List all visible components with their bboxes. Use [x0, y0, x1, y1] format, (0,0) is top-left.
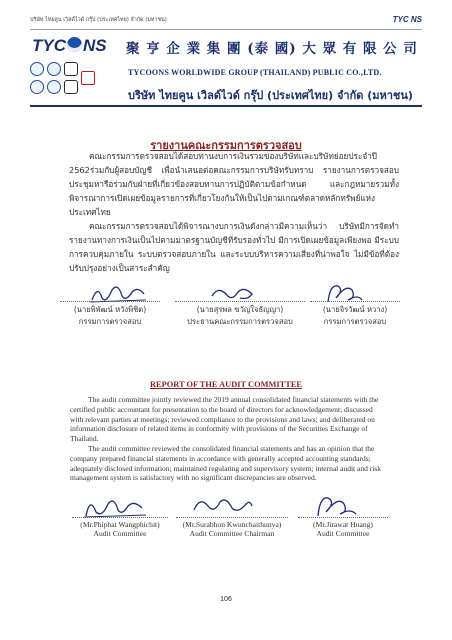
certification-seal-icon — [47, 80, 61, 94]
logo-text-right: NS — [83, 36, 107, 55]
english-paragraph-1: The audit committee jointly reviewed the 2019 annual consolidated financial statements with the certified public accountant for presentation to the board of directors for acknowledgement; discussed with relevant parties at meetings; reviewed compliance to the provisions and laws; and deliberated on information disclosure of related items in conformity with provisions of the Securities Exchange of Thailand. — [70, 395, 379, 444]
company-name-english: TYCOONS WORLDWIDE GROUP (THAILAND) PUBLIC CO.,LTD. — [128, 68, 382, 77]
english-signature-block — [72, 516, 168, 538]
certification-seal-icon — [30, 80, 44, 94]
globe-icon — [67, 37, 82, 52]
page-number: 106 — [220, 596, 232, 603]
signatory-role: Audit Committee — [93, 529, 147, 538]
company-header-rule — [30, 105, 422, 107]
signatory-name: (Mr.Surabhon Kwunchaithunya) — [182, 520, 282, 529]
signature-line — [310, 300, 400, 302]
signatory-role: ประธานคณะกรรมการตรวจสอบ — [187, 317, 293, 326]
signature-line — [60, 300, 160, 302]
thai-signature-block — [60, 300, 160, 328]
signature-line — [176, 516, 288, 518]
accreditation-badge-icon — [64, 80, 78, 94]
header-rule — [30, 29, 422, 30]
certification-seal-icon — [47, 62, 61, 76]
certification-seal-icon — [30, 62, 44, 76]
english-signature-block — [298, 516, 388, 538]
signatory-role: กรรมการตรวจสอบ — [323, 317, 387, 326]
thai-paragraph-1: คณะกรรมการตรวจสอบได้สอบทานงบการเงินรวมของบริษัทและบริษัทย่อยประจำปี 2562ร่วมกับผู้สอบบัญชี เพื่อนำเสนอต่อคณะกรรมการบริษัทรับทราบ รายงานการตรวจสอบ ประชุมหารือร่วมกับฝ่ายที่เกี่ยวข้องสอบทานการปฏิบัติตามข้อกำหนด และกฎหมายรวมทั้งพิจารณาการเปิดเผยข้อมูลรายการที่เกี่ยวโยงกันให้เป็นไปตามเกณฑ์ตลาดหลักทรัพย์แห่งประเทศไทย — [69, 151, 399, 217]
logo-text-left: TYC — [32, 36, 66, 55]
english-report-title: REPORT OF THE AUDIT COMMITTEE — [149, 380, 303, 389]
signatory-role: Audit Committee — [316, 529, 370, 538]
brand-mark: TYC NS — [392, 15, 422, 24]
signatory-name: (นายพิพัฒน์ หวังพิชิต) — [73, 305, 147, 314]
company-name-thai: บริษัท ไทยคูน เวิลด์ไวด์ กรุ๊ป (ประเทศไทย) จำกัด (มหาชน) — [128, 89, 413, 102]
thai-report-title: รายงานคณะกรรมการตรวจสอบ — [150, 139, 302, 152]
signatory-name: (Mr.Jirawat Huang) — [313, 520, 373, 529]
signatory-name: (Mr.Phiphat Wangphichit) — [80, 520, 160, 529]
company-name-chinese: 聚 亨 企 業 集 團 (泰 國) 大 眾 有 限 公 司 — [126, 41, 418, 57]
accreditation-badge-icon — [64, 62, 78, 76]
signature-surabhon — [190, 494, 256, 518]
signatory-role: กรรมการตรวจสอบ — [78, 317, 142, 326]
thai-signature-block — [175, 300, 305, 328]
signature-line — [298, 516, 388, 518]
thai-signature-block — [310, 300, 400, 328]
signature-line — [175, 300, 305, 302]
iqnet-badge-icon — [81, 71, 95, 85]
signature-line — [72, 516, 168, 518]
english-signature-block — [176, 516, 288, 538]
signatory-name: (นายจิรวัฒน์ หวาง) — [322, 305, 388, 314]
thai-paragraph-2: คณะกรรมการตรวจสอบได้พิจารณางบการเงินดังกล่าวมีความเห็นว่า บริษัทมีการจัดทำรายงานทางการเงินเป็นไปตามมาตรฐานบัญชีที่รับรองทั่วไป มีการเปิดเผยข้อมูลเพียงพอ มีระบบการควบคุมภายใน ระบบตรวจสอบภายใน และระบบบริหารความเสี่ยงที่น่าพอใจ ไม่มีข้อที่ต้องปรับปรุงอย่างเป็นสาระสำคัญ — [69, 221, 399, 273]
running-title: บริษัท ไทยลูน เวิลด์ไวด์ กรุ๊ป (ประเทศไทย) จำกัด (มหาชน) — [30, 17, 167, 23]
english-paragraph-2: The audit committee reviewed the consolidated financial statements and has an opinion that the company prepared financial statements in accordance with generally accepted accounting standards; adequately disclosed information; maintained regulating and supervisory system; internal audit and risk management system is satisfactory with no significant discrepancies are observed. — [70, 443, 381, 483]
running-header — [30, 16, 422, 28]
english-report-body — [70, 395, 382, 483]
signatory-name: (นายสุรพล ขวัญใจธัญญา) — [196, 305, 284, 314]
thai-report-body — [69, 149, 399, 275]
company-logo — [32, 36, 114, 56]
signatory-role: Audit Committee Chairman — [189, 529, 275, 538]
